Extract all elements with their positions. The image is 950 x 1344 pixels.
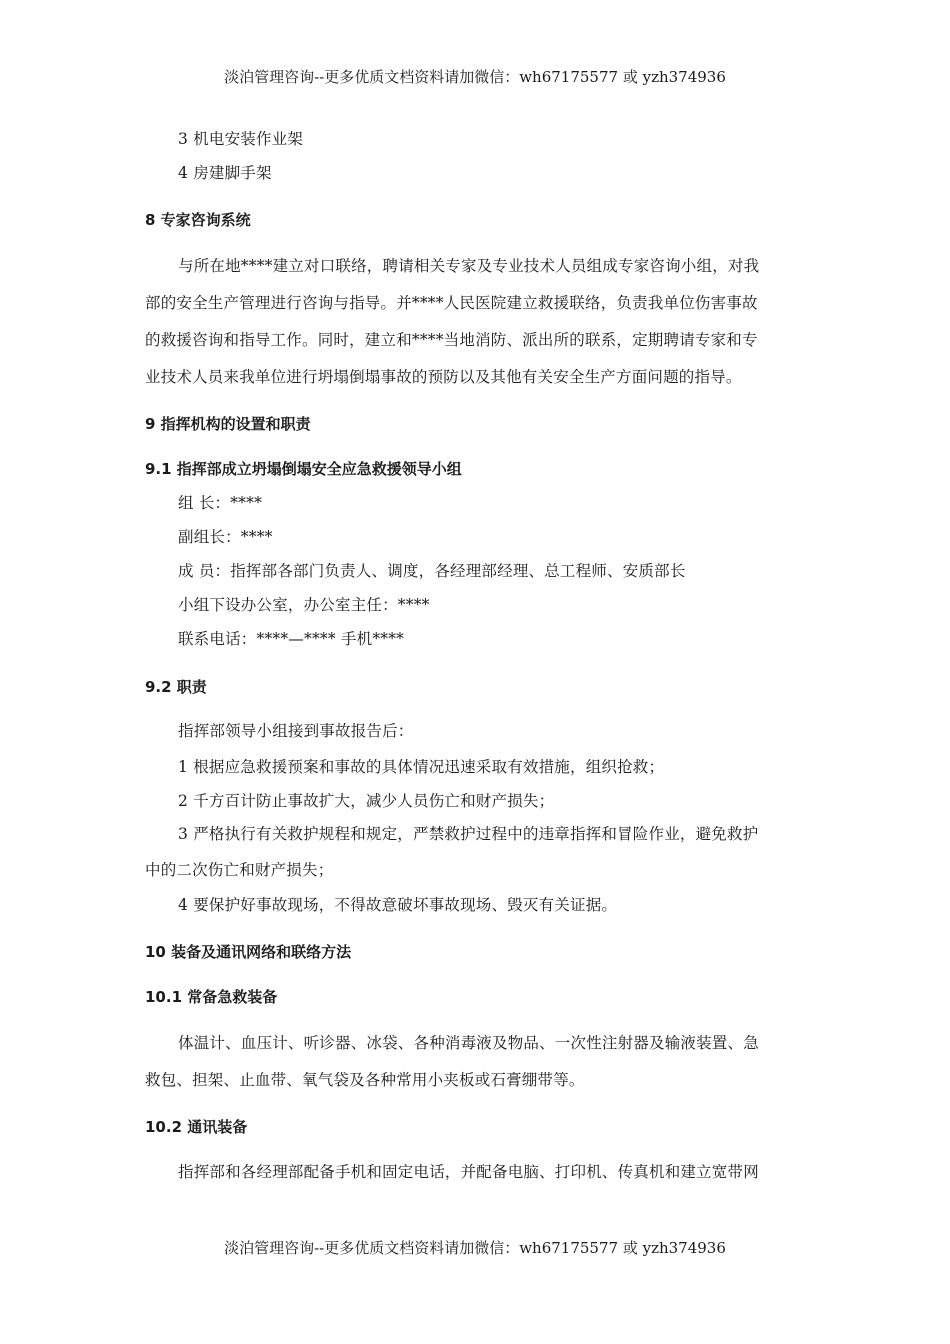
team-members: 成 员：指挥部各部门负责人、调度，各经理部经理、总工程师、安质部长 — [178, 562, 686, 580]
paragraph-line: 业技术人员来我单位进行坍塌倒塌事故的预防以及其他有关安全生产方面问题的指导。 — [145, 368, 742, 386]
paragraph-line: 体温计、血压计、听诊器、冰袋、各种消毒液及物品、一次性注射器及输液装置、急 — [178, 1034, 759, 1052]
paragraph-line: 与所在地****建立对口联络，聘请相关专家及专业技术人员组成专家咨询小组，对我 — [178, 257, 760, 275]
paragraph-line: 的救援咨询和指导工作。同时，建立和****当地消防、派出所的联系，定期聘请专家和专 — [145, 331, 758, 349]
list-item: 2 千方百计防止事故扩大，减少人员伤亡和财产损失； — [178, 792, 555, 810]
list-item-continuation: 中的二次伤亡和财产损失； — [145, 861, 334, 879]
subsection-heading: 9.2 职责 — [145, 678, 207, 696]
subsection-heading: 10.1 常备急救装备 — [145, 988, 278, 1006]
subsection-heading: 10.2 通讯装备 — [145, 1118, 248, 1136]
team-leader: 组 长：**** — [178, 494, 263, 512]
section-heading: 9 指挥机构的设置和职责 — [145, 415, 311, 433]
paragraph-line: 指挥部领导小组接到事故报告后： — [178, 722, 414, 740]
section-heading: 8 专家咨询系统 — [145, 211, 251, 229]
list-item: 3 严格执行有关救护规程和规定，严禁救护过程中的违章指挥和冒险作业，避免救护 — [178, 825, 759, 843]
list-item: 3 机电安装作业架 — [178, 130, 304, 148]
subsection-heading: 9.1 指挥部成立坍塌倒塌安全应急救援领导小组 — [145, 460, 462, 478]
team-deputy: 副组长：**** — [178, 528, 273, 546]
paragraph-line: 部的安全生产管理进行咨询与指导。并****人民医院建立救援联络，负责我单位伤害事故 — [145, 294, 758, 312]
team-office: 小组下设办公室，办公室主任：**** — [178, 596, 430, 614]
page-footer: 淡泊管理咨询--更多优质文档资料请加微信：wh67175577 或 yzh374936 — [224, 1239, 726, 1257]
paragraph-line: 救包、担架、止血带、氧气袋及各种常用小夹板或石膏绷带等。 — [145, 1071, 585, 1089]
list-item: 4 房建脚手架 — [178, 164, 272, 182]
team-phone: 联系电话：****—**** 手机**** — [178, 630, 405, 648]
page-header: 淡泊管理咨询--更多优质文档资料请加微信：wh67175577 或 yzh374936 — [224, 68, 726, 86]
list-item: 1 根据应急救援预案和事故的具体情况迅速采取有效措施，组织抢救； — [178, 758, 665, 776]
list-item: 4 要保护好事故现场，不得故意破坏事故现场、毁灭有关证据。 — [178, 896, 618, 914]
section-heading: 10 装备及通讯网络和联络方法 — [145, 943, 352, 961]
paragraph-line: 指挥部和各经理部配备手机和固定电话，并配备电脑、打印机、传真机和建立宽带网 — [178, 1163, 759, 1181]
